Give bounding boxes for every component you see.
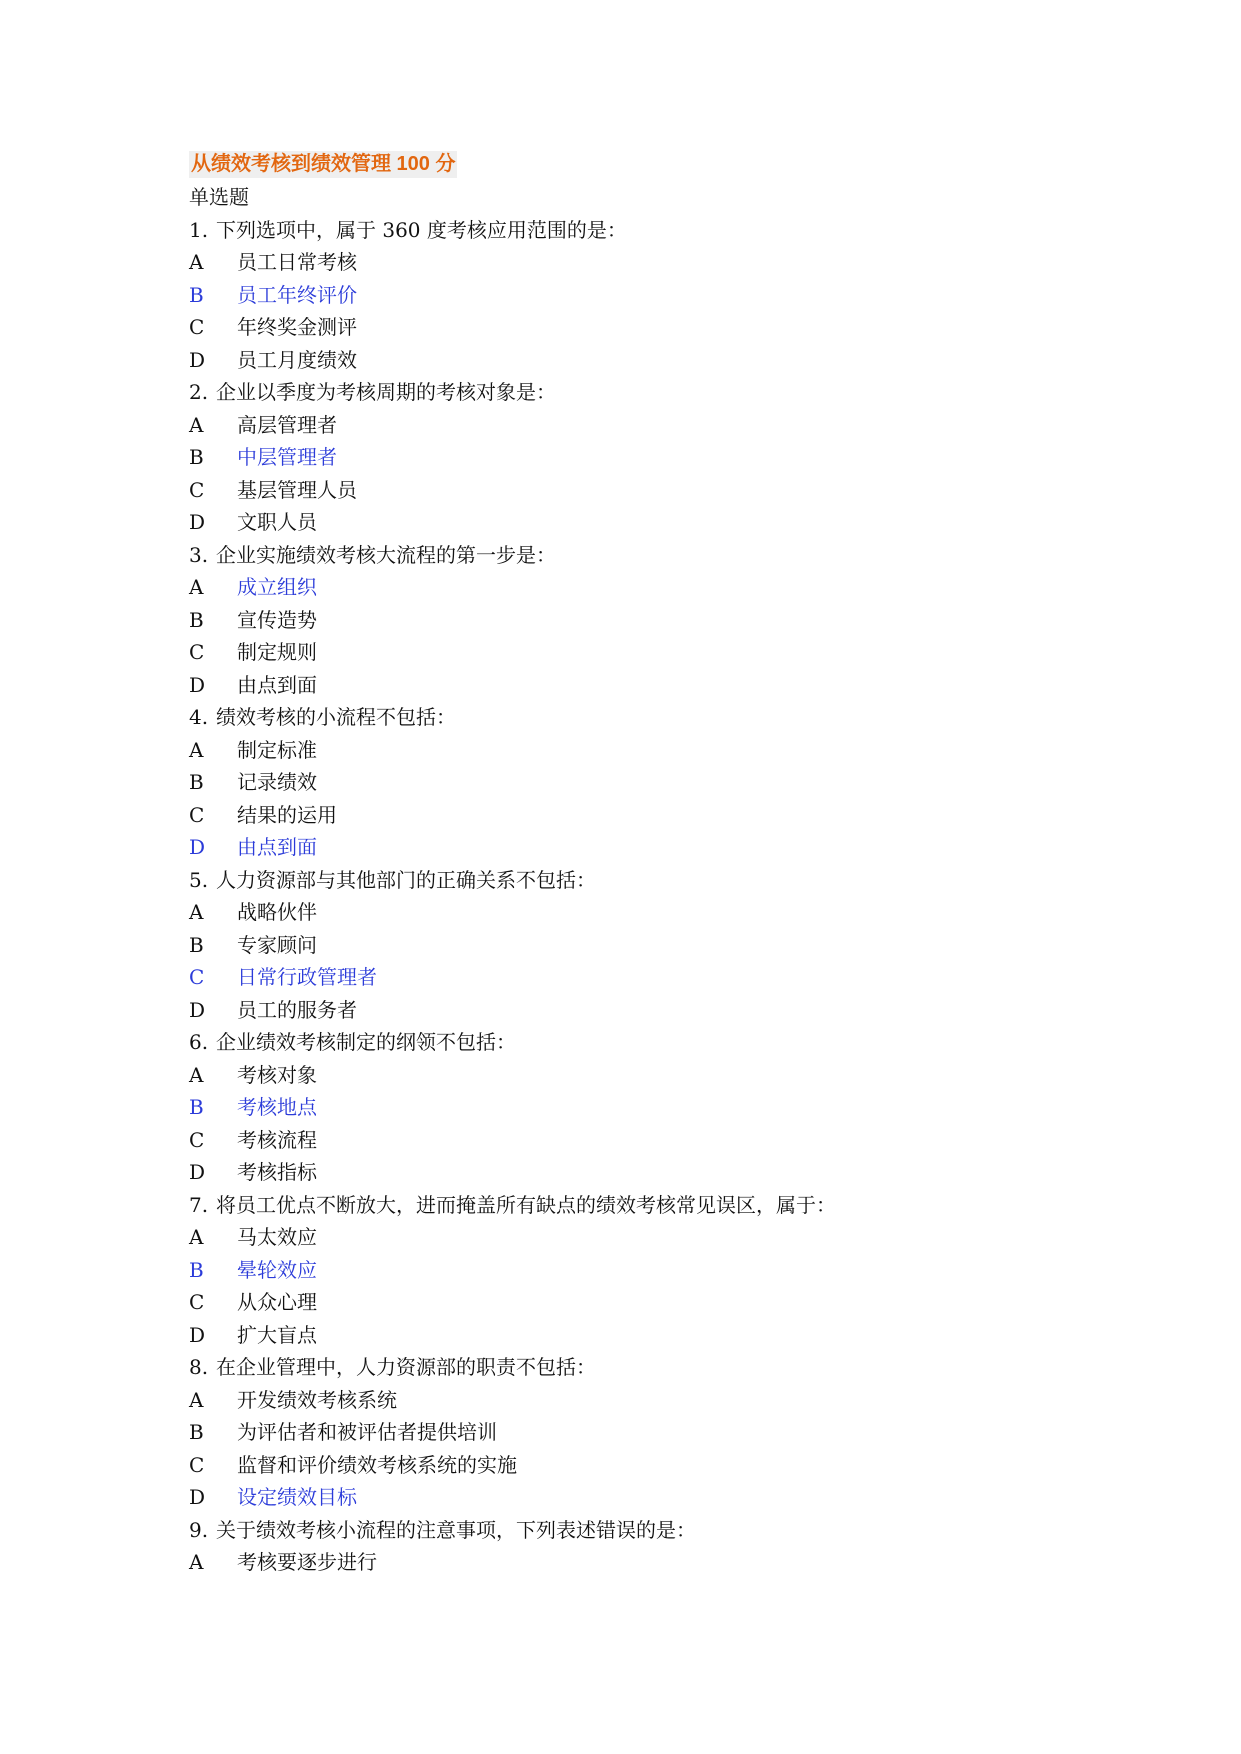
option-b bbox=[189, 766, 1149, 799]
question-1 bbox=[189, 214, 1149, 247]
option-letter: C bbox=[189, 1452, 205, 1477]
correct-answer-text: 员工年终评价 bbox=[237, 282, 357, 307]
option-letter: B bbox=[189, 1257, 204, 1282]
option-letter: D bbox=[189, 1322, 206, 1347]
option-a bbox=[189, 1221, 1149, 1254]
option-text: 高层管理者 bbox=[237, 412, 337, 437]
option-b bbox=[189, 929, 1149, 962]
option-letter: C bbox=[189, 477, 205, 502]
option-a bbox=[189, 1384, 1149, 1417]
option-text: 结果的运用 bbox=[237, 802, 337, 827]
correct-answer-text: 中层管理者 bbox=[237, 445, 337, 469]
option-text: 宣传造势 bbox=[237, 607, 317, 632]
option-c bbox=[189, 799, 1149, 832]
option-d bbox=[189, 506, 1149, 539]
question-text: 将员工优点不断放大，进而掩盖所有缺点的绩效考核常见误区，属于： bbox=[216, 1192, 836, 1217]
question-text: 企业绩效考核制定的纲领不包括： bbox=[216, 1030, 516, 1054]
option-letter: B bbox=[189, 1420, 204, 1444]
option-d bbox=[189, 1156, 1149, 1189]
option-text: 文职人员 bbox=[237, 510, 317, 534]
question-number: 6. bbox=[189, 1030, 209, 1054]
option-letter: A bbox=[189, 1225, 204, 1249]
option-d bbox=[189, 831, 1149, 864]
question-4 bbox=[189, 701, 1149, 734]
option-letter: D bbox=[189, 1485, 206, 1509]
question-5 bbox=[189, 864, 1149, 897]
document-title: 从绩效考核到绩效管理 100 分 bbox=[189, 151, 457, 178]
option-letter: C bbox=[189, 315, 205, 339]
question-number: 4. bbox=[189, 705, 209, 729]
option-c bbox=[189, 311, 1149, 344]
section-heading: 单选题 bbox=[189, 185, 249, 209]
option-c bbox=[189, 636, 1149, 669]
option-letter: A bbox=[189, 1062, 204, 1087]
option-letter: A bbox=[189, 412, 204, 437]
option-letter: B bbox=[189, 607, 204, 632]
question-text: 下列选项中，属于 360 度考核应用范围的是： bbox=[216, 217, 627, 242]
option-b bbox=[189, 1091, 1149, 1124]
option-text: 年终奖金测评 bbox=[237, 315, 357, 339]
option-text: 考核对象 bbox=[237, 1062, 317, 1087]
option-a bbox=[189, 409, 1149, 442]
option-letter: D bbox=[189, 672, 206, 697]
option-d bbox=[189, 1481, 1149, 1514]
option-a bbox=[189, 1546, 1149, 1579]
question-list bbox=[189, 214, 1149, 1579]
question-text: 人力资源部与其他部门的正确关系不包括： bbox=[216, 867, 596, 892]
option-text: 马太效应 bbox=[237, 1225, 317, 1249]
option-c bbox=[189, 1286, 1149, 1319]
option-letter: B bbox=[189, 445, 204, 469]
option-letter: B bbox=[189, 1095, 204, 1119]
option-letter: A bbox=[189, 1387, 204, 1412]
option-text: 基层管理人员 bbox=[237, 477, 357, 502]
question-8 bbox=[189, 1351, 1149, 1384]
option-c bbox=[189, 961, 1149, 994]
option-text: 考核要逐步进行 bbox=[237, 1550, 377, 1574]
option-d bbox=[189, 994, 1149, 1027]
option-letter: A bbox=[189, 250, 204, 274]
option-text: 员工月度绩效 bbox=[237, 347, 357, 372]
option-letter: A bbox=[189, 737, 204, 762]
option-letter: D bbox=[189, 835, 206, 859]
option-text: 由点到面 bbox=[237, 672, 317, 697]
option-d bbox=[189, 669, 1149, 702]
option-d bbox=[189, 1319, 1149, 1352]
option-b bbox=[189, 1254, 1149, 1287]
option-d bbox=[189, 344, 1149, 377]
option-a bbox=[189, 571, 1149, 604]
question-6 bbox=[189, 1026, 1149, 1059]
question-text: 绩效考核的小流程不包括： bbox=[216, 705, 456, 729]
option-a bbox=[189, 896, 1149, 929]
option-text: 制定标准 bbox=[237, 737, 317, 762]
option-text: 考核指标 bbox=[237, 1160, 317, 1184]
option-text: 专家顾问 bbox=[237, 932, 317, 957]
correct-answer-text: 成立组织 bbox=[237, 575, 317, 599]
option-letter: D bbox=[189, 347, 206, 372]
question-number: 7. bbox=[189, 1192, 209, 1217]
question-3 bbox=[189, 539, 1149, 572]
option-a bbox=[189, 246, 1149, 279]
question-7 bbox=[189, 1189, 1149, 1222]
option-text: 记录绩效 bbox=[237, 770, 317, 794]
option-b bbox=[189, 279, 1149, 312]
option-letter: C bbox=[189, 1127, 205, 1152]
question-number: 8. bbox=[189, 1355, 209, 1379]
correct-answer-text: 由点到面 bbox=[237, 835, 317, 859]
question-2 bbox=[189, 376, 1149, 409]
option-text: 制定规则 bbox=[237, 640, 317, 664]
option-text: 考核流程 bbox=[237, 1127, 317, 1152]
option-letter: A bbox=[189, 900, 204, 924]
correct-answer-text: 考核地点 bbox=[237, 1095, 317, 1119]
option-letter: D bbox=[189, 510, 206, 534]
option-c bbox=[189, 1449, 1149, 1482]
question-text: 关于绩效考核小流程的注意事项，下列表述错误的是： bbox=[216, 1517, 696, 1542]
option-b bbox=[189, 604, 1149, 637]
option-text: 开发绩效考核系统 bbox=[237, 1387, 397, 1412]
question-number: 1. bbox=[189, 217, 209, 242]
option-text: 监督和评价绩效考核系统的实施 bbox=[237, 1452, 517, 1477]
question-number: 3. bbox=[189, 542, 209, 567]
option-letter: A bbox=[189, 575, 204, 599]
option-letter: C bbox=[189, 965, 205, 989]
question-text: 在企业管理中，人力资源部的职责不包括： bbox=[216, 1355, 596, 1379]
option-text: 从众心理 bbox=[237, 1290, 317, 1314]
option-b bbox=[189, 1416, 1149, 1449]
option-letter: D bbox=[189, 997, 206, 1022]
question-number: 5. bbox=[189, 867, 209, 892]
option-letter: B bbox=[189, 770, 204, 794]
option-a bbox=[189, 734, 1149, 767]
correct-answer-text: 日常行政管理者 bbox=[237, 965, 377, 989]
option-letter: B bbox=[189, 282, 204, 307]
question-9 bbox=[189, 1514, 1149, 1547]
option-b bbox=[189, 441, 1149, 474]
question-text: 企业实施绩效考核大流程的第一步是： bbox=[216, 542, 556, 567]
option-text: 员工的服务者 bbox=[237, 997, 357, 1022]
option-letter: B bbox=[189, 932, 204, 957]
option-letter: C bbox=[189, 1290, 205, 1314]
option-letter: D bbox=[189, 1160, 206, 1184]
question-text: 企业以季度为考核周期的考核对象是： bbox=[216, 380, 556, 404]
option-text: 员工日常考核 bbox=[237, 250, 357, 274]
correct-answer-text: 设定绩效目标 bbox=[237, 1485, 357, 1509]
option-c bbox=[189, 1124, 1149, 1157]
option-text: 为评估者和被评估者提供培训 bbox=[237, 1420, 497, 1444]
option-letter: C bbox=[189, 802, 205, 827]
option-text: 战略伙伴 bbox=[237, 900, 317, 924]
option-letter: A bbox=[189, 1550, 204, 1574]
option-text: 扩大盲点 bbox=[237, 1322, 317, 1347]
option-a bbox=[189, 1059, 1149, 1092]
option-c bbox=[189, 474, 1149, 507]
correct-answer-text: 晕轮效应 bbox=[237, 1257, 317, 1282]
question-number: 2. bbox=[189, 380, 209, 404]
document-content bbox=[189, 151, 1149, 1579]
option-letter: C bbox=[189, 640, 205, 664]
question-number: 9. bbox=[189, 1517, 209, 1542]
